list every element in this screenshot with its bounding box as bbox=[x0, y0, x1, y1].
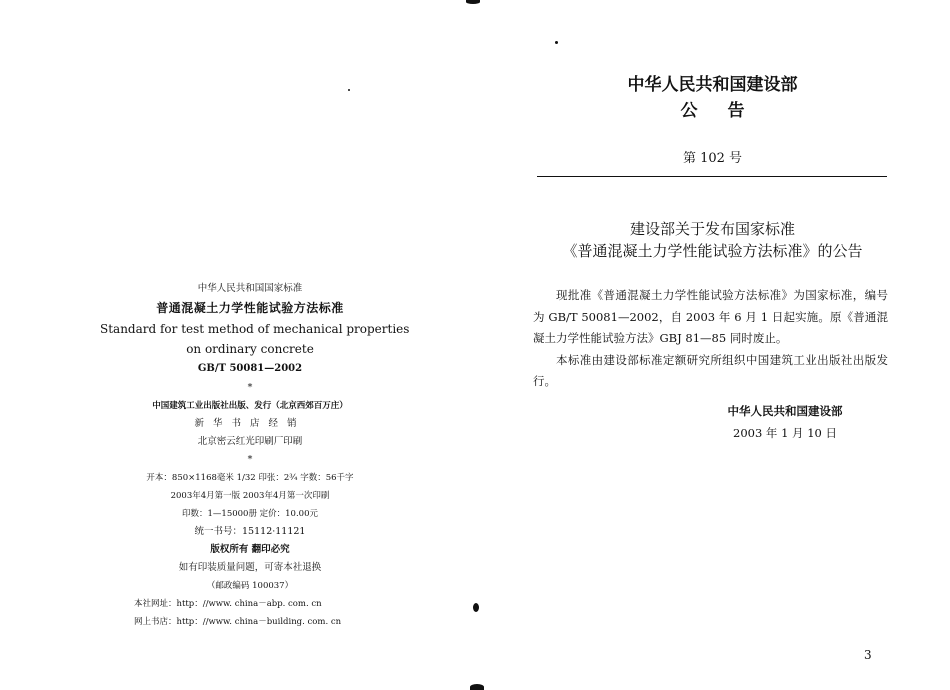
announcement-heading-line1: 建设部关于发布国家标准 bbox=[629, 220, 795, 238]
copyright-line: 版权所有 翻印必究 bbox=[210, 544, 290, 555]
scan-speck bbox=[466, 0, 480, 4]
publisher-line: 中国建筑工业出版社出版、发行（北京西郊百万庄） bbox=[152, 401, 348, 411]
scan-speck bbox=[555, 41, 558, 44]
standard-title-cn: 普通混凝土力学性能试验方法标准 bbox=[156, 301, 344, 315]
scan-speck bbox=[473, 603, 479, 612]
divider-rule bbox=[537, 176, 887, 177]
page-number: 3 bbox=[864, 648, 872, 662]
announcement-label: 公告 bbox=[680, 101, 775, 121]
edition-line: 2003年4月第一版 2003年4月第一次印刷 bbox=[170, 491, 330, 501]
book-number: 统一书号：15112·11121 bbox=[194, 526, 306, 537]
body-paragraph-2: 本标准由建设部标准定额研究所组织中国建筑工业出版社出版发行。 bbox=[533, 352, 888, 388]
standard-code: GB/T 50081—2002 bbox=[197, 363, 303, 374]
announcement-number: 第 102 号 bbox=[682, 151, 743, 166]
book-specs: 开本：850×1168毫米 1/32 印张：2¾ 字数：56千字 bbox=[146, 473, 354, 483]
announcement-heading-line2: 《普通混凝土力学性能试验方法标准》的公告 bbox=[562, 242, 863, 260]
separator-star: * bbox=[247, 454, 253, 465]
scan-speck bbox=[348, 89, 350, 91]
right-page bbox=[475, 0, 950, 690]
printer-line: 北京密云红光印刷厂印刷 bbox=[197, 436, 303, 447]
ministry-name: 中华人民共和国建设部 bbox=[627, 75, 798, 95]
standard-title-en-line2: on ordinary concrete bbox=[186, 342, 314, 356]
colophon bbox=[100, 280, 410, 631]
body-paragraph-1: 现批准《普通混凝土力学性能试验方法标准》为国家标准，编号为 GB/T 50081—2002，自 2003 年 6 月 1 日起实施。原《普通混凝土力学性能试验方法》GBJ 81—85 同时废止。 bbox=[533, 288, 888, 345]
postcode-line: （邮政编码 100037） bbox=[206, 581, 294, 591]
standard-title-en-line1: Standard for test method of mechanical properties bbox=[100, 322, 410, 336]
announcement-body bbox=[533, 285, 888, 393]
distributor-line: 新华书店经销 bbox=[194, 418, 306, 429]
scan-speck bbox=[470, 684, 484, 690]
signature-organization: 中华人民共和国建设部 bbox=[727, 404, 843, 418]
online-store-line: 网上书店：http：//www. china－building. com. cn bbox=[134, 617, 342, 627]
separator-star: * bbox=[247, 382, 253, 393]
print-run-price: 印数：1—15000册 定价：10.00元 bbox=[182, 509, 318, 519]
signature-block bbox=[705, 400, 865, 444]
series-title: 中华人民共和国国家标准 bbox=[197, 283, 303, 294]
return-notice: 如有印装质量问题，可寄本社退换 bbox=[178, 562, 322, 573]
website-line: 本社网址：http：//www. china－abp. com. cn bbox=[134, 599, 322, 609]
signature-date: 2003 年 1 月 10 日 bbox=[733, 426, 837, 440]
